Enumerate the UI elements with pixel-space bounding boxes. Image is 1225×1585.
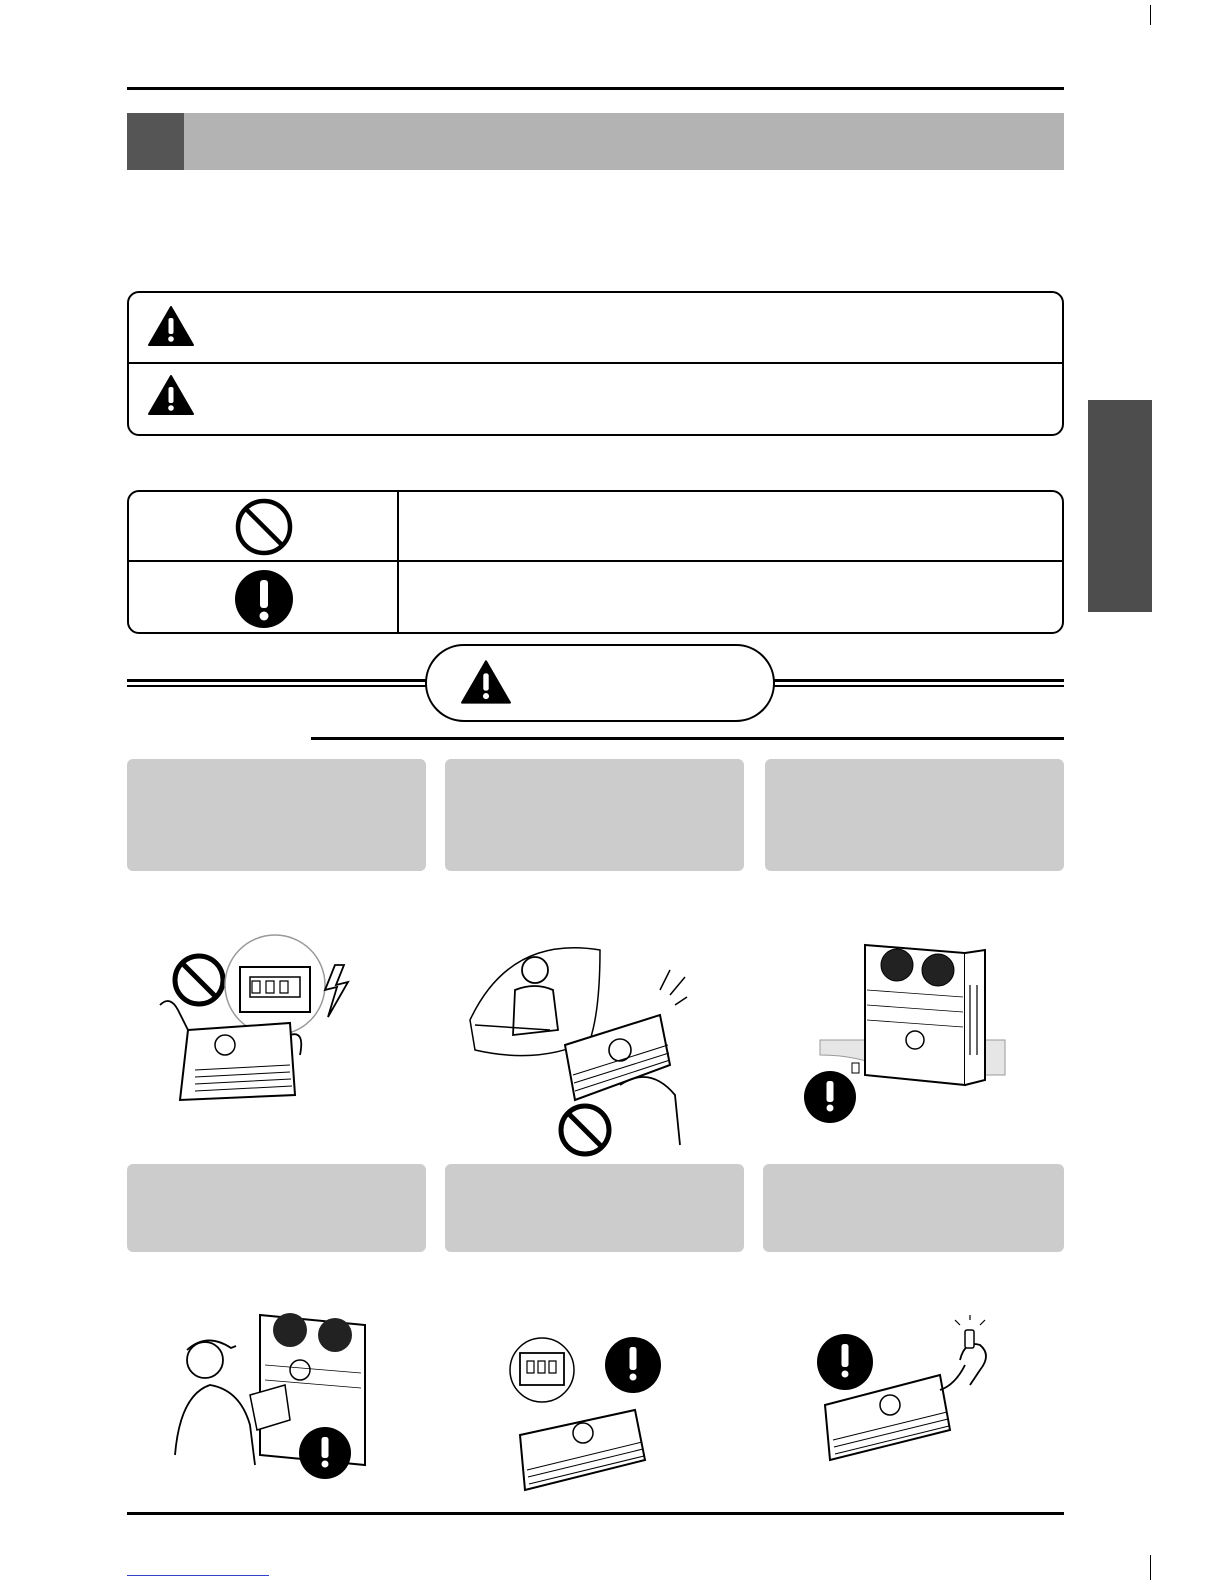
chapter-side-tab: [1088, 400, 1152, 612]
crop-mark-top: [1150, 5, 1151, 25]
legend-divider: [128, 362, 1063, 364]
note-box-6: [763, 1164, 1064, 1252]
warning-banner-rule-right-bottom: [773, 685, 1064, 687]
crop-mark-bottom: [1150, 1555, 1151, 1580]
warning-caution-legend: [127, 291, 1064, 436]
note-box-2: [445, 759, 744, 871]
bottom-rule: [127, 1512, 1064, 1515]
warning-triangle-icon: [460, 659, 512, 710]
note-box-1: [127, 759, 426, 871]
note-box-4: [127, 1164, 426, 1252]
installation-subheading-rule: [311, 737, 1064, 740]
circuit-breaker-illustration: [505, 1325, 685, 1515]
note-box-5: [445, 1164, 744, 1252]
prohibition-circle-icon: [234, 497, 294, 562]
warning-banner-rule-right-top: [773, 679, 1064, 682]
symbol-legend-column-divider: [397, 491, 399, 633]
indoor-unit-fuse-illustration: [815, 1320, 1015, 1485]
warning-triangle-icon: [147, 305, 195, 352]
note-box-3: [765, 759, 1064, 871]
exclamation-circle-icon: [234, 569, 294, 634]
warning-banner-rule-left-bottom: [127, 685, 427, 687]
section-number-block: [127, 113, 184, 170]
outdoor-unit-level-illustration: [805, 945, 1015, 1135]
warning-triangle-icon: [147, 374, 195, 421]
section-header-bar: [127, 113, 1064, 170]
warning-banner-rule-left-top: [127, 679, 427, 682]
installation-prohibited-illustration: [470, 945, 710, 1160]
footer-link-underline: [127, 1575, 269, 1576]
top-rule: [127, 87, 1064, 90]
installer-manual-illustration: [165, 1305, 385, 1485]
breaker-prohibited-illustration: [150, 945, 390, 1125]
